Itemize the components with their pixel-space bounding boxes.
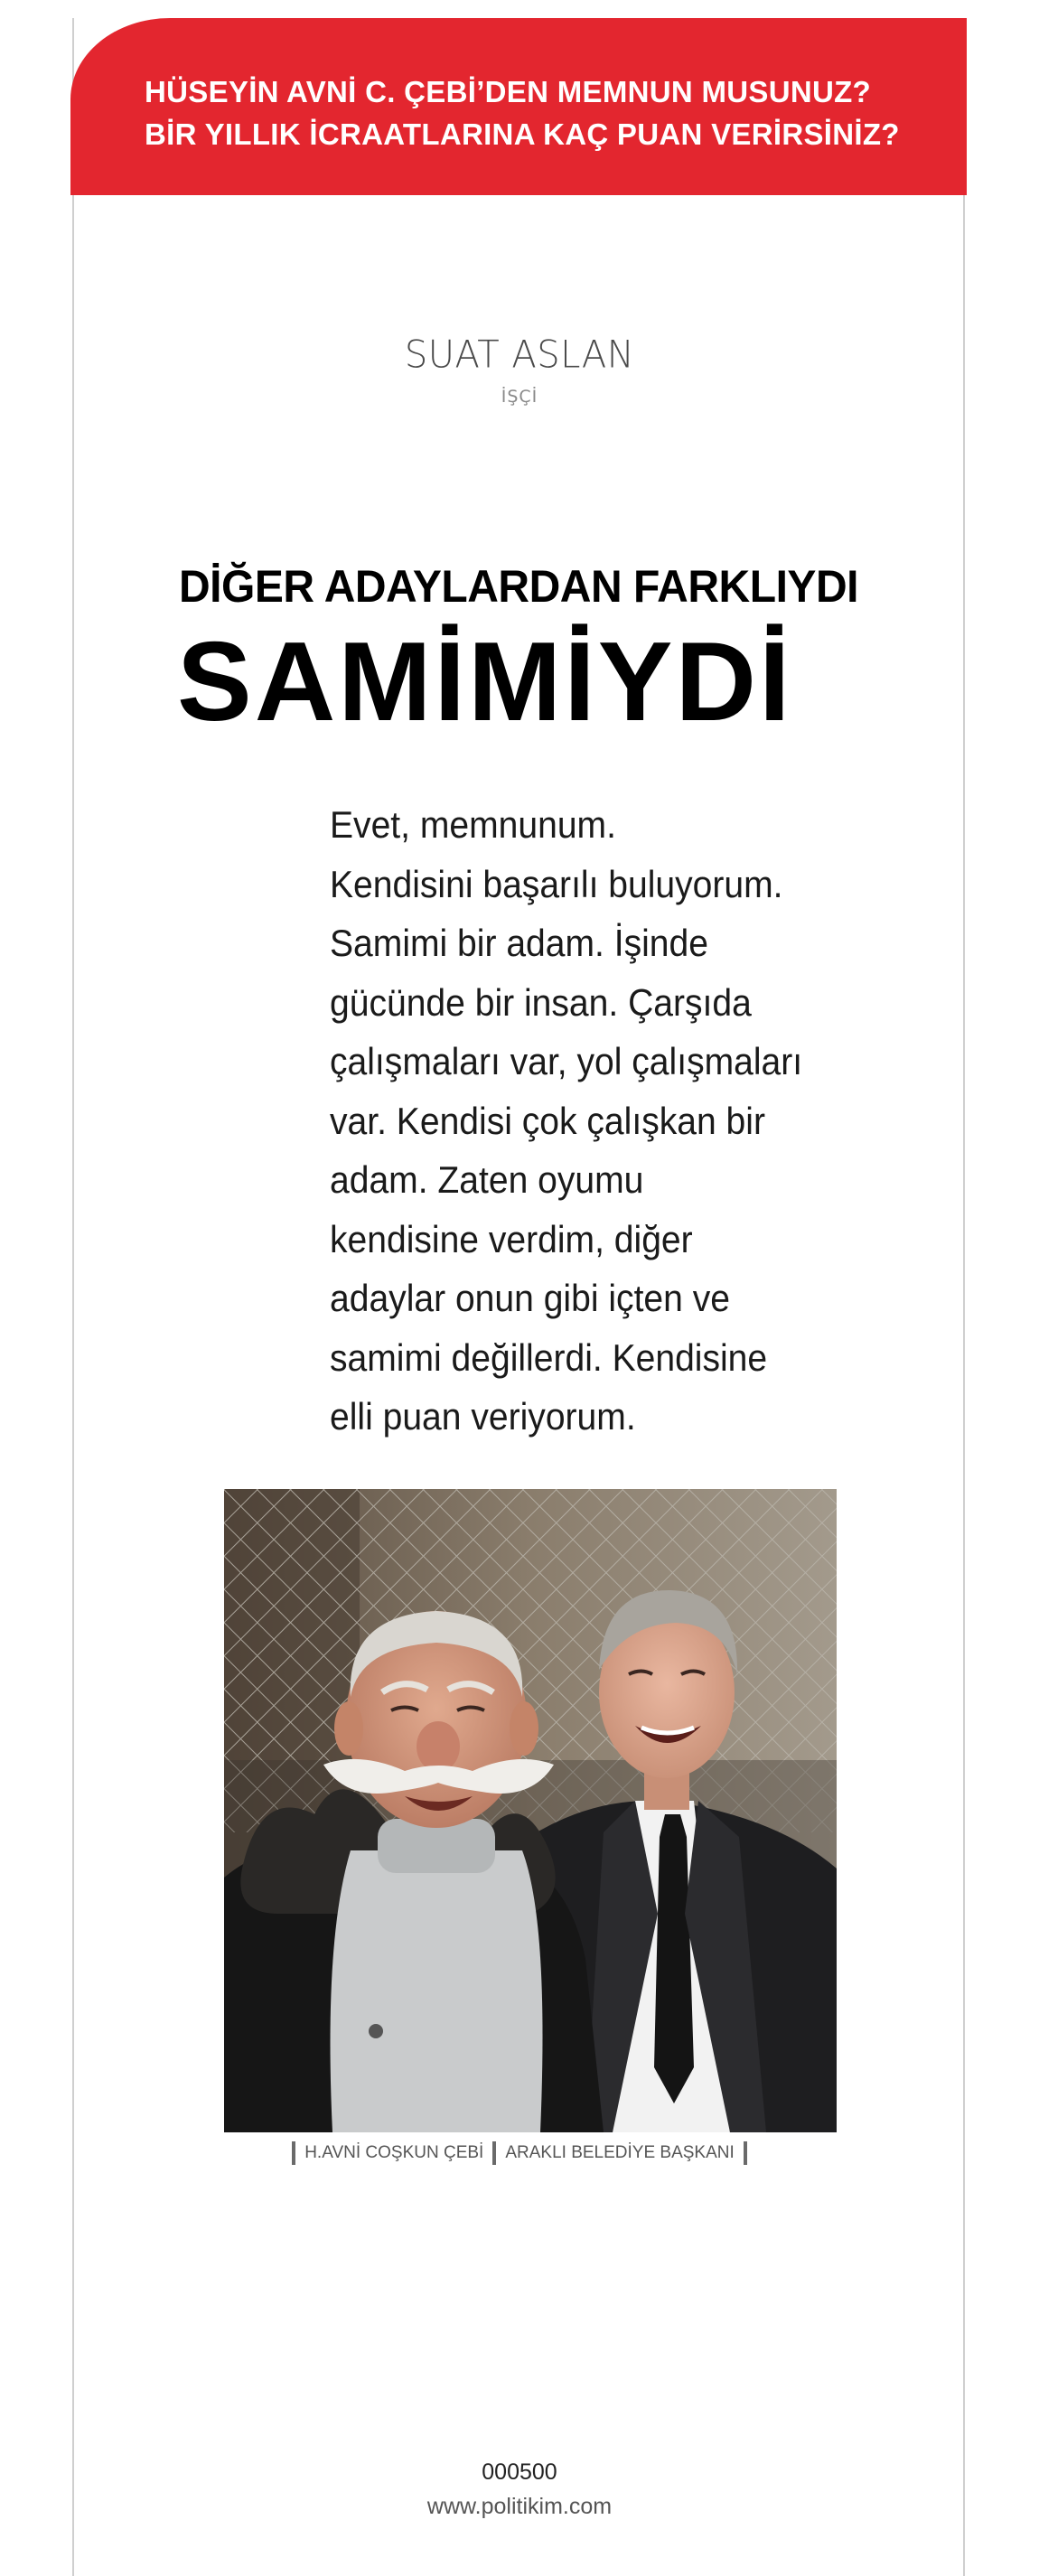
quote-line: kendisine verdim, diğer bbox=[330, 1217, 693, 1260]
interviewee-name: SUAT ASLAN bbox=[404, 333, 635, 378]
caption-title: ARAKLI BELEDİYE BAŞKANI bbox=[505, 2143, 735, 2162]
banner-line-1: HÜSEYİN AVNİ C. ÇEBİ’DEN MEMNUN MUSUNUZ? bbox=[145, 75, 872, 108]
quote-line: Kendisini başarılı buluyorum. bbox=[330, 862, 783, 905]
quote-line: samimi değillerdi. Kendisine bbox=[330, 1335, 768, 1379]
quote-line: Evet, memnunum. bbox=[330, 803, 616, 846]
interviewee-occupation: İŞÇİ bbox=[501, 387, 538, 407]
footer-url: www.politikim.com bbox=[426, 2494, 613, 2519]
quote-line: adaylar onun gibi içten ve bbox=[330, 1277, 730, 1319]
caption-name: H.AVNİ COŞKUN ÇEBİ bbox=[304, 2143, 484, 2162]
headline-title: SAMİMİYDİ bbox=[177, 620, 793, 745]
quote-line: çalışmaları var, yol çalışmaları bbox=[330, 1040, 803, 1082]
quote-body bbox=[330, 795, 836, 1447]
quote-line: elli puan veriyorum. bbox=[330, 1395, 636, 1438]
quote-line: gücünde bir insan. Çarşıda bbox=[330, 980, 752, 1024]
question-banner bbox=[70, 18, 967, 195]
quote-line: var. Kendisi çok çalışkan bir bbox=[330, 1099, 765, 1142]
caption-divider bbox=[492, 2141, 496, 2165]
quote-line: Samimi bir adam. İşinde bbox=[330, 922, 708, 964]
photo-caption bbox=[0, 2141, 1039, 2165]
footer-code: 000500 bbox=[482, 2459, 557, 2485]
headline-subtitle: DİĞER ADAYLARDAN FARKLIYDI bbox=[179, 561, 859, 612]
quote-line: adam. Zaten oyumu bbox=[330, 1158, 644, 1201]
interview-photo bbox=[224, 1489, 837, 2132]
caption-divider bbox=[744, 2141, 747, 2165]
banner-line-2: BİR YILLIK İCRAATLARINA KAÇ PUAN VERİRSİNİZ? bbox=[145, 117, 900, 151]
caption-divider bbox=[292, 2141, 295, 2165]
